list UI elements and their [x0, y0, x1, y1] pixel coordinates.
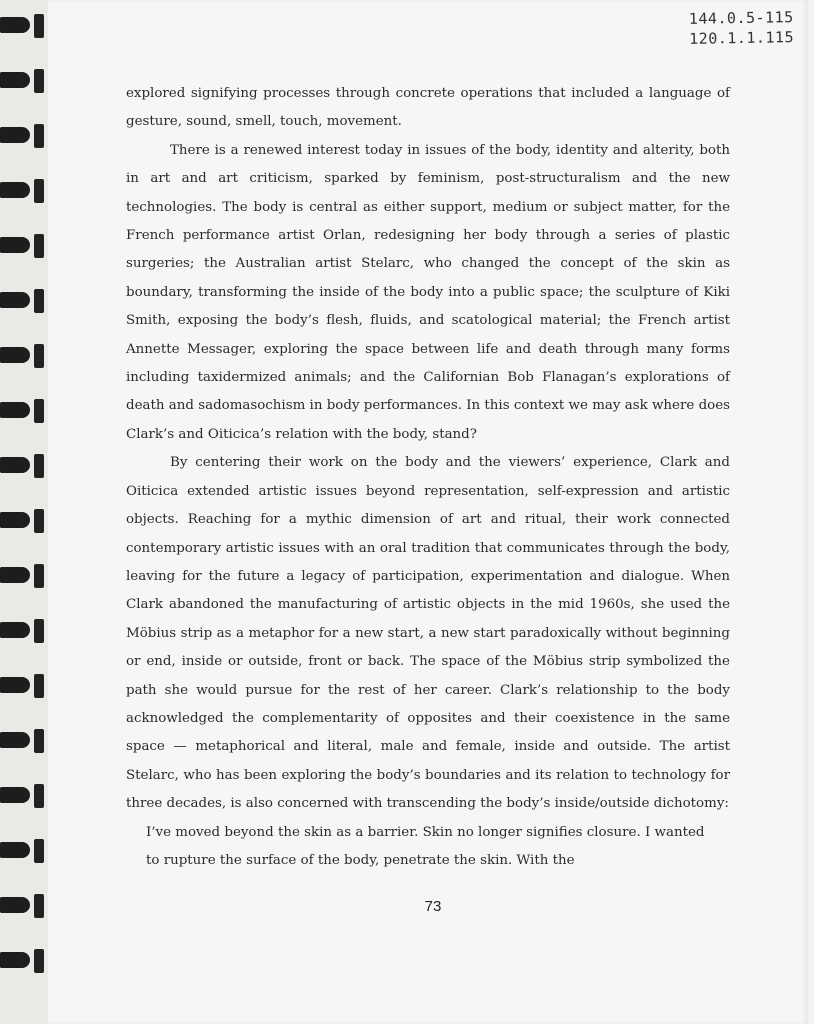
catalog-number — [689, 7, 795, 49]
binding-ring — [0, 784, 46, 810]
binding-ring — [0, 674, 46, 700]
binding-ring — [0, 234, 46, 260]
binding-ring — [0, 14, 46, 40]
binding-ring — [0, 344, 46, 370]
binding-ring — [0, 619, 46, 645]
document-page — [48, 0, 808, 1024]
catalog-number-line: 120.1.1.115 — [689, 28, 795, 48]
binding-ring — [0, 564, 46, 590]
catalog-number-line: 144.0.5-115 — [688, 8, 794, 28]
body-text — [126, 80, 730, 875]
paragraph: There is a renewed interest today in issues of the body, identity and alterity, both in art and art criticism, sparked by feminism, post-structuralism and the new technologies. The body is central as either support, medium or subject matter, for the French performance artist Orlan, redesigning her body through a series of plastic surgeries; the Australian artist Stelarc, who changed the concept of the skin as boundary, transforming the inside of the body into a public space; the sculpture of Kiki Smith, exposing the body’s flesh, fluids, and scatological material; the French artist Annette Messager, exploring the space between life and death through many forms including taxidermized animals; and the Californian Bob Flanagan’s explorations of death and sadomasochism in body performances. In this context we may ask where does Clark’s and Oiticica’s relation with the body, stand? — [126, 142, 730, 442]
paragraph: explored signifying processes through concrete operations that included a language of gesture, sound, smell, touch, movement. — [126, 86, 730, 130]
binding-ring — [0, 179, 46, 205]
binding-ring — [0, 289, 46, 315]
binding-ring — [0, 894, 46, 920]
page-number: 73 — [424, 898, 442, 915]
binding-ring — [0, 839, 46, 865]
binding-ring — [0, 729, 46, 755]
binding-ring — [0, 124, 46, 150]
binding-ring — [0, 949, 46, 975]
binding-ring — [0, 454, 46, 480]
spiral-binding — [0, 0, 48, 1024]
paragraph: By centering their work on the body and the viewers’ experience, Clark and Oiticica extended artistic issues beyond representation, self-expression and artistic objects. Reaching for a mythic dimension of art and ritual, their work connected contemporary artistic issues with an oral tradition that communicates through the body, leaving for the future a legacy of participation, experimentation and dialogue. When Clark abandoned the manufacturing of artistic objects in the mid 1960s, she used the Möbius strip as a metaphor for a new start, a new start paradoxically without beginning or end, inside or outside, front or back. The space of the Möbius strip symbolized the path she would pursue for the rest of her career. Clark’s relationship to the body acknowledged the complementarity of opposites and their coexistence in the same space — metaphorical and literal, male and female, inside and outside. The artist Stelarc, who has been exploring the body’s boundaries and its relation to technology for three decades, is also concerned with transcending the body’s inside/outside dichotomy: — [126, 455, 730, 812]
block-quote: I’ve moved beyond the skin as a barrier. Skin no longer signifies closure. I wanted to rupture the surface of the body, penetrate the skin. With the — [146, 824, 705, 868]
binding-ring — [0, 399, 46, 425]
binding-ring — [0, 509, 46, 535]
binding-ring — [0, 69, 46, 95]
